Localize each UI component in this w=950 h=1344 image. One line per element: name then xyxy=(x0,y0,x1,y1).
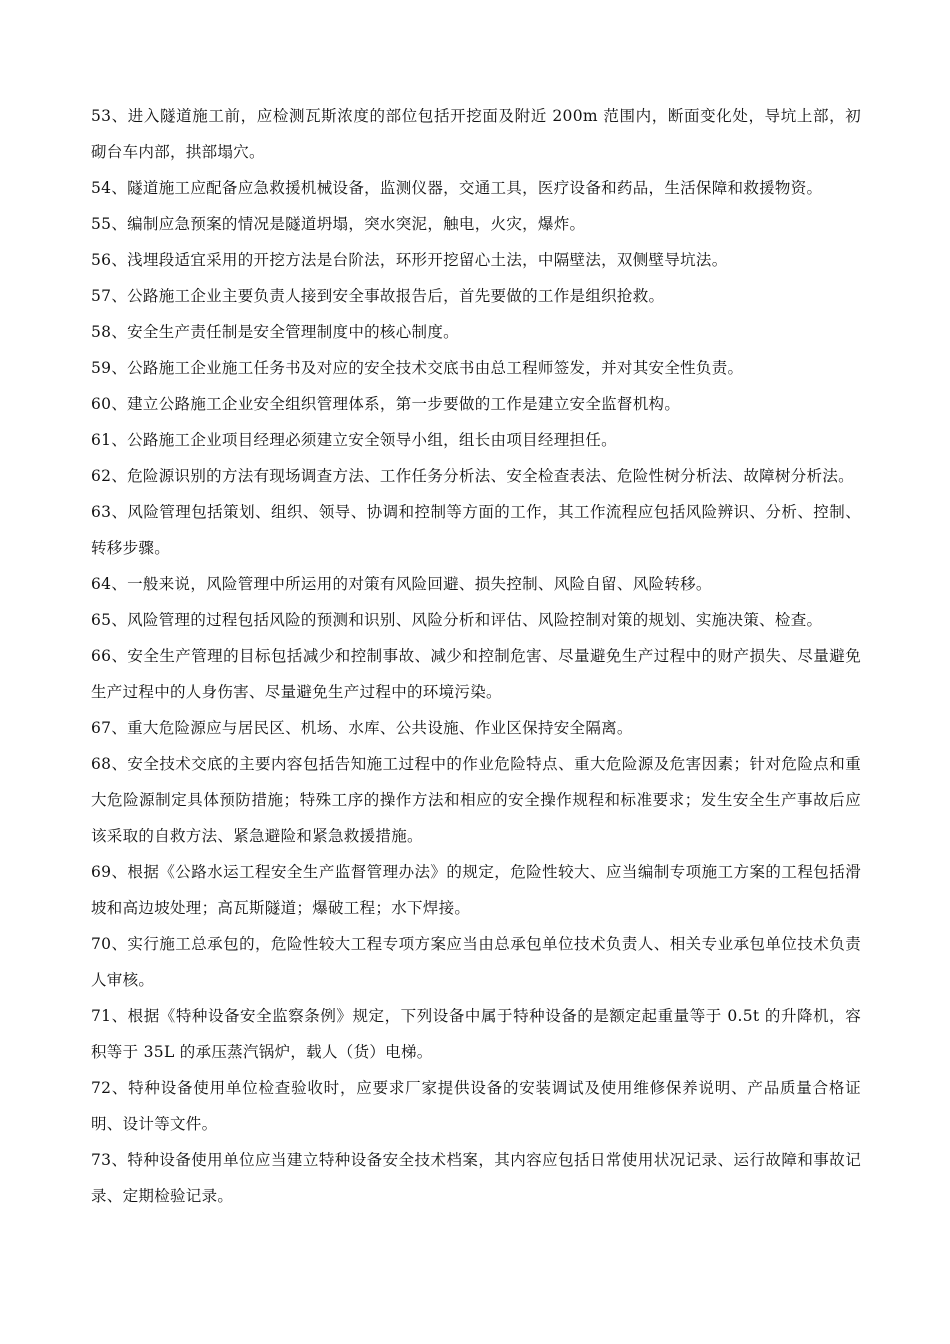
list-item: 56、浅埋段适宜采用的开挖方法是台阶法，环形开挖留心土法，中隔壁法，双侧壁导坑法。 xyxy=(91,251,728,269)
list-item: 54、隧道施工应配备应急救援机械设备，监测仪器，交通工具，医疗设备和药品，生活保障和救援物资。 xyxy=(91,179,823,197)
list-item: 73、特种设备使用单位应当建立特种设备安全技术档案，其内容应包括日常使用状况记录、运行故障和事故记录、定期检验记录。 xyxy=(91,1151,861,1205)
list-item: 57、公路施工企业主要负责人接到安全事故报告后，首先要做的工作是组织抢救。 xyxy=(91,287,665,305)
list-item: 62、危险源识别的方法有现场调查方法、工作任务分析法、安全检查表法、危险性树分析法、故障树分析法。 xyxy=(91,467,854,485)
list-item: 53、进入隧道施工前，应检测瓦斯浓度的部位包括开挖面及附近 200m 范围内，断面变化处，导坑上部，初砌台车内部，拱部塌穴。 xyxy=(91,107,861,161)
list-item: 61、公路施工企业项目经理必须建立安全领导小组，组长由项目经理担任。 xyxy=(91,431,617,449)
list-item: 71、根据《特种设备安全监察条例》规定，下列设备中属于特种设备的是额定起重量等于 0.5t 的升降机，容积等于 35L 的承压蒸汽锅炉，载人（货）电梯。 xyxy=(91,1007,861,1061)
list-item: 68、安全技术交底的主要内容包括告知施工过程中的作业危险特点、重大危险源及危害因素；针对危险点和重大危险源制定具体预防措施；特殊工序的操作方法和相应的安全操作规程和标准要求；发生安全生产事故后应该采取的自救方法、紧急避险和紧急救援措施。 xyxy=(91,755,861,845)
list-item: 59、公路施工企业施工任务书及对应的安全技术交底书由总工程师签发，并对其安全性负责。 xyxy=(91,359,744,377)
document-body xyxy=(91,98,861,1214)
list-item: 55、编制应急预案的情况是隧道坍塌，突水突泥，触电，火灾，爆炸。 xyxy=(91,215,586,233)
list-item: 63、风险管理包括策划、组织、领导、协调和控制等方面的工作，其工作流程应包括风险辨识、分析、控制、转移步骤。 xyxy=(91,503,861,557)
list-item: 64、一般来说，风险管理中所运用的对策有风险回避、损失控制、风险自留、风险转移。 xyxy=(91,575,712,593)
list-item: 58、安全生产责任制是安全管理制度中的核心制度。 xyxy=(91,323,459,341)
list-item: 66、安全生产管理的目标包括减少和控制事故、减少和控制危害、尽量避免生产过程中的财产损失、尽量避免生产过程中的人身伤害、尽量避免生产过程中的环境污染。 xyxy=(91,647,861,701)
list-item: 67、重大危险源应与居民区、机场、水库、公共设施、作业区保持安全隔离。 xyxy=(91,719,633,737)
list-item: 60、建立公路施工企业安全组织管理体系，第一步要做的工作是建立安全监督机构。 xyxy=(91,395,681,413)
list-item: 72、特种设备使用单位检查验收时，应要求厂家提供设备的安装调试及使用维修保养说明、产品质量合格证明、设计等文件。 xyxy=(91,1079,861,1133)
list-item: 70、实行施工总承包的，危险性较大工程专项方案应当由总承包单位技术负责人、相关专业承包单位技术负责人审核。 xyxy=(91,935,861,989)
list-item: 69、根据《公路水运工程安全生产监督管理办法》的规定，危险性较大、应当编制专项施工方案的工程包括滑坡和高边坡处理；高瓦斯隧道；爆破工程；水下焊接。 xyxy=(91,863,861,917)
list-item: 65、风险管理的过程包括风险的预测和识别、风险分析和评估、风险控制对策的规划、实施决策、检查。 xyxy=(91,611,823,629)
